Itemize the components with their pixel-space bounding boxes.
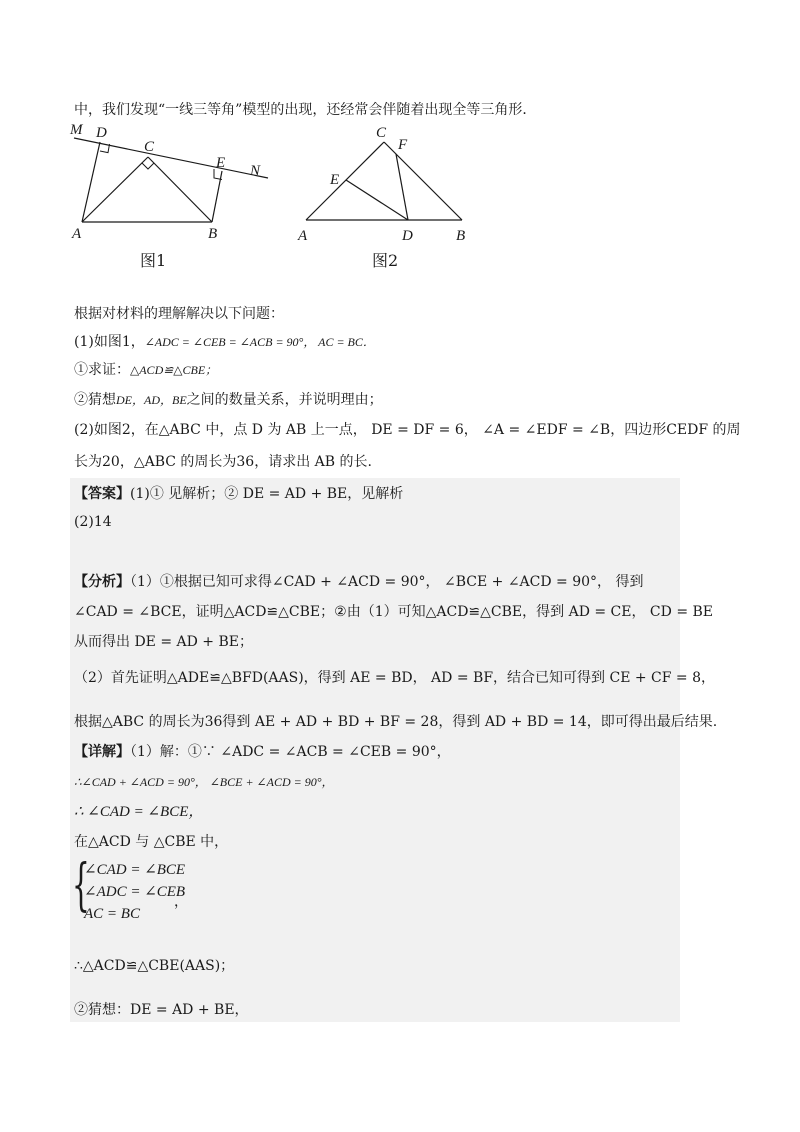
point-d: D [96,125,107,141]
detail-label: 【详解】 [74,744,130,760]
problem-intro: 根据对材料的理解解决以下问题： [74,306,284,322]
detail-text1: （1）解：①∵ ∠ADC = ∠ACB = ∠CEB = 90°， [130,744,451,760]
point-b: B [456,228,466,244]
problem-part1b [74,390,383,410]
analysis-text1: （1）①根据已知可求得∠CAD + ∠ACD = 90°， ∠BCE + ∠ACD = 90°， 得到 [130,574,644,590]
point-e: E [330,172,340,188]
detail-line3: ∴ ∠CAD = ∠BCE， [74,804,204,820]
figure-2 [290,120,480,250]
analysis-line1 [74,572,644,592]
part1b-prefix: ②猜想 [74,392,116,408]
detail-line2: ∴∠CAD + ∠ACD = 90°， ∠BCE + ∠ACD = 90°， [74,775,334,789]
part1-prefix: (1)如图1， [74,334,145,350]
point-a: A [298,228,308,244]
problem-part1 [74,332,375,352]
segment-cb [384,142,462,220]
answer-line2: (2)14 [74,514,112,530]
analysis-line4: （2）首先证明△ADE≌△BFD(AAS)，得到 AE = BD， AD = BF，结合已知可得到 CE + CF = 8， [74,670,716,686]
point-b: B [208,226,218,242]
intro-text: 中，我们发现“一线三等角”模型的出现，还经常会伴随着出现全等三角形． [74,102,537,118]
system-eq1: ∠CAD = ∠BCE [84,862,186,878]
problem-part2-line2: 长为20，△ABC 的周长为36，请求出 AB 的长. [74,454,372,470]
system-comma: ， [174,894,188,910]
point-f: F [398,137,408,153]
part1b-suffix: 之间的数量关系，并说明理由； [186,392,383,408]
segment-ac [82,157,148,222]
problem-part1a [74,360,217,380]
system-eq3: AC = BC [84,906,140,922]
part1-condition: ∠ADC = ∠CEB = ∠ACB = 90°， AC = BC． [144,335,375,349]
point-d: D [402,228,413,244]
line-mn [74,138,268,178]
part1a-math: △ACD≌△CBE； [130,363,218,377]
point-a: A [72,226,82,242]
system-brace: { [72,853,90,918]
detail-line1 [74,742,451,762]
segment-cb [148,157,212,222]
answer-label: 【答案】 [74,486,130,502]
figure-2-caption: 图2 [372,251,399,270]
part1a-prefix: ①求证： [74,362,130,378]
point-n: N [250,163,261,179]
segment-ed [346,180,408,220]
segment-ac [306,142,384,220]
analysis-line3: 从而得出 DE = AD + BE； [74,634,253,650]
detail-line5: ∴△ACD≌△CBE(AAS)； [74,958,235,974]
part1b-math: DE，AD，BE [116,393,187,407]
figure-1 [60,120,280,250]
answer-text: (1)① 见解析；② DE = AD + BE，见解析 [130,486,404,502]
right-angle-c [142,163,154,169]
figure-1-caption: 图1 [140,251,167,270]
point-e: E [216,155,226,171]
detail-line4: 在△ACD 与 △CBE 中， [74,834,229,850]
point-c: C [144,139,155,155]
problem-part2-line1: (2)如图2，在△ABC 中，点 D 为 AB 上一点， DE = DF = 6， ∠A = ∠EDF = ∠B，四边形CEDF 的周 [74,422,741,438]
analysis-label: 【分析】 [74,574,130,590]
point-c: C [376,125,387,141]
analysis-line2: ∠CAD = ∠BCE，证明△ACD≌△CBE；②由（1）可知△ACD≌△CBE，得到 AD = CE， CD = BE [74,604,714,620]
system-eq2: ∠ADC = ∠CEB [84,884,186,900]
analysis-line5: 根据△ABC 的周长为36得到 AE + AD + BD + BF = 28，得到 AD + BD = 14，即可得出最后结果. [74,714,718,730]
detail-line6: ②猜想：DE = AD + BE， [74,1002,249,1018]
point-m: M [70,122,83,138]
answer-line1 [74,484,403,504]
segment-ad [82,142,100,222]
